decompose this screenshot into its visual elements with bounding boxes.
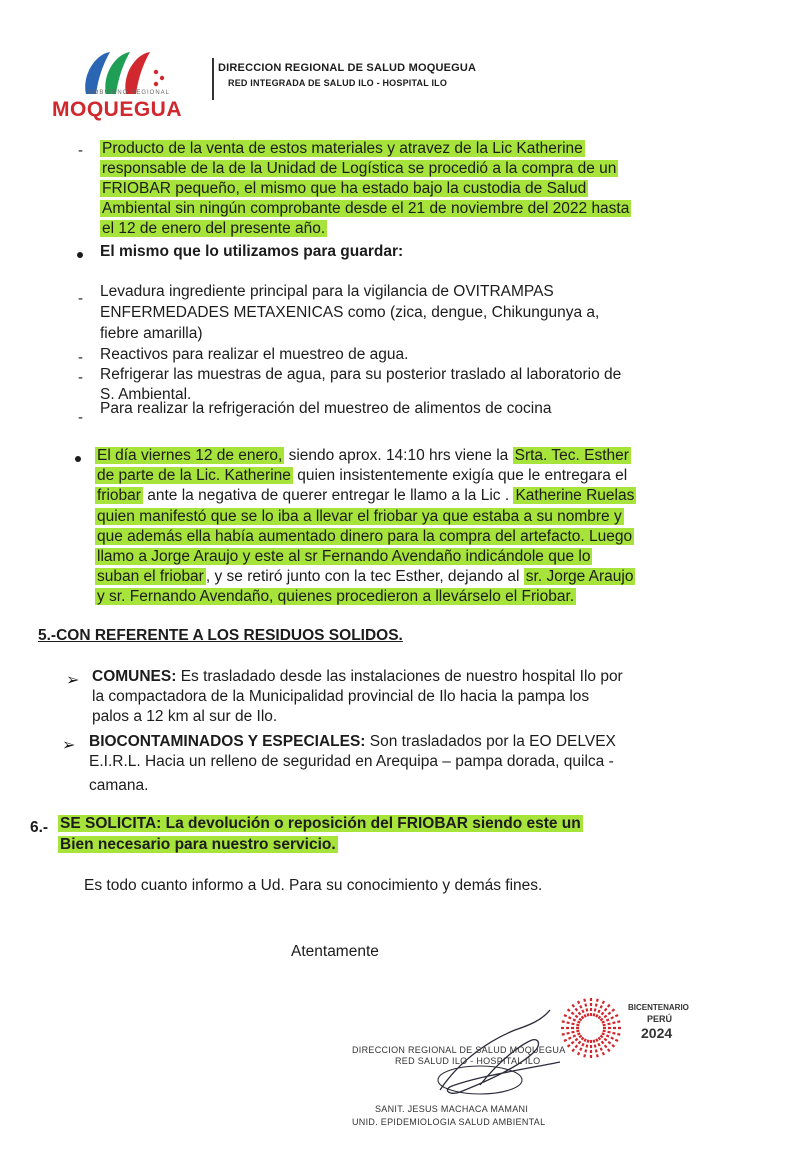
p1-line-3: FRIOBAR pequeño, el mismo que ha estado bajo la custodia de Salud <box>102 180 587 197</box>
dash-marker: - <box>78 409 83 426</box>
stamp-line-1: DIRECCION REGIONAL DE SALUD MOQUEGUA <box>352 1045 566 1055</box>
logo-name: MOQUEGUA <box>52 98 182 121</box>
use-b: Reactivos para realizar el muestreo de agua. <box>100 346 409 363</box>
use-a-line-1: Levadura ingrediente principal para la vigilancia de OVITRAMPAS <box>100 283 554 300</box>
arrow-bullet-icon: ➢ <box>62 737 76 754</box>
header-line-2: RED INTEGRADA DE SALUD ILO - HOSPITAL ILO <box>228 78 448 88</box>
p1-line-2: responsable de la de la Unidad de Logística se procedió a la compra de un <box>102 160 617 177</box>
section-5-title: 5.-CON REFERENTE A LOS RESIDUOS SOLIDOS. <box>38 627 403 644</box>
bicentenario-label: BICENTENARIO <box>628 1003 689 1012</box>
stamp-line-3: SANIT. JESUS MACHACA MAMANI <box>375 1104 529 1114</box>
header-line-1: DIRECCION REGIONAL DE SALUD MOQUEGUA <box>218 62 477 74</box>
bicentenario-country: PERÚ <box>647 1014 673 1024</box>
arrow-bullet-icon: ➢ <box>66 672 80 689</box>
bicentenario-year: 2024 <box>641 1025 673 1041</box>
use-a-line-3: fiebre amarilla) <box>100 325 203 342</box>
bullet <box>77 252 83 258</box>
use-c-line-2: S. Ambiental. <box>100 386 192 403</box>
section-6-number: 6.- <box>30 819 49 836</box>
p3-line-8: y sr. Fernando Avendaño, quienes procedieron a llevárselo el Friobar. <box>97 588 575 605</box>
regards-text: Atentamente <box>291 943 379 960</box>
section-6-line-2: Bien necesario para nuestro servicio. <box>60 836 336 853</box>
use-d: Para realizar la refrigeración del muestreo de alimentos de cocina <box>100 400 552 417</box>
use-c-line-1: Refrigerar las muestras de agua, para su posterior traslado al laboratorio de <box>100 366 622 383</box>
p3-line-1: El día viernes 12 de enero, siendo aprox. 14:10 hrs viene la Srta. Tec. Esther <box>97 447 629 464</box>
use-a-line-2: ENFERMEDADES METAXENICAS como (zica, dengue, Chikungunya a, <box>100 304 600 321</box>
p1-line-5: el 12 de enero del presente año. <box>102 220 326 237</box>
closing-text: Es todo cuanto informo a Ud. Para su conocimiento y demás fines. <box>84 877 543 894</box>
s5-comunes-line-3: palos a 12 km al sur de Ilo. <box>92 708 278 725</box>
stamp-line-4: UNID. EPIDEMIOLOGIA SALUD AMBIENTAL <box>352 1117 546 1127</box>
bullet <box>75 456 81 462</box>
s5-bio-line-3: camana. <box>89 777 149 794</box>
uses-title: El mismo que lo utilizamos para guardar: <box>100 243 404 260</box>
dash-marker: - <box>78 142 83 159</box>
s5-bio-line-2: E.I.R.L. Hacia un relleno de seguridad en Arequipa – pampa dorada, quilca - <box>89 753 614 770</box>
dash-marker: - <box>78 290 83 307</box>
dash-marker: - <box>78 349 83 366</box>
s5-comunes-line-2: la compactadora de la Municipalidad provincial de Ilo hacia la pampa los <box>92 688 590 705</box>
p1-line-1: Producto de la venta de estos materiales y atravez de la Lic Katherine <box>102 140 583 157</box>
logo-subtitle: GOBIERNO REGIONAL <box>88 90 171 96</box>
dash-marker: - <box>78 369 83 386</box>
p3-line-6: llamo a Jorge Araujo y este al sr Fernando Avendaño indicándole que lo <box>97 548 591 565</box>
p3-line-5: que además ella había aumentado dinero para la compra del artefacto. Luego <box>97 528 633 545</box>
header-divider <box>212 58 214 100</box>
p3-line-2: de parte de la Lic. Katherine quien insistentemente exigía que le entregara el <box>97 467 628 484</box>
section-6-line-1: SE SOLICITA: La devolución o reposición del FRIOBAR siendo este un <box>60 815 581 832</box>
p1-line-4: Ambiental sin ningún comprobante desde el 21 de noviembre del 2022 hasta <box>102 200 630 217</box>
bicentenario-emblem-icon <box>556 993 626 1063</box>
p3-line-7: suban el friobar , y se retiró junto con la tec Esther, dejando al sr. Jorge Araujo <box>97 568 634 585</box>
s5-comunes-line-1: COMUNES: Es trasladado desde las instalaciones de nuestro hospital Ilo por <box>92 668 623 685</box>
p3-line-3: friobar ante la negativa de querer entregar le llamo a la Lic . Katherine Ruelas <box>97 487 635 504</box>
p3-line-4: quien manifestó que se lo iba a llevar el friobar ya que estaba a su nombre y <box>97 508 622 525</box>
stamp-line-2: RED SALUD ILO - HOSPITAL ILO <box>395 1056 541 1066</box>
s5-bio-line-1: BIOCONTAMINADOS Y ESPECIALES: Son trasladados por la EO DELVEX <box>89 733 616 750</box>
